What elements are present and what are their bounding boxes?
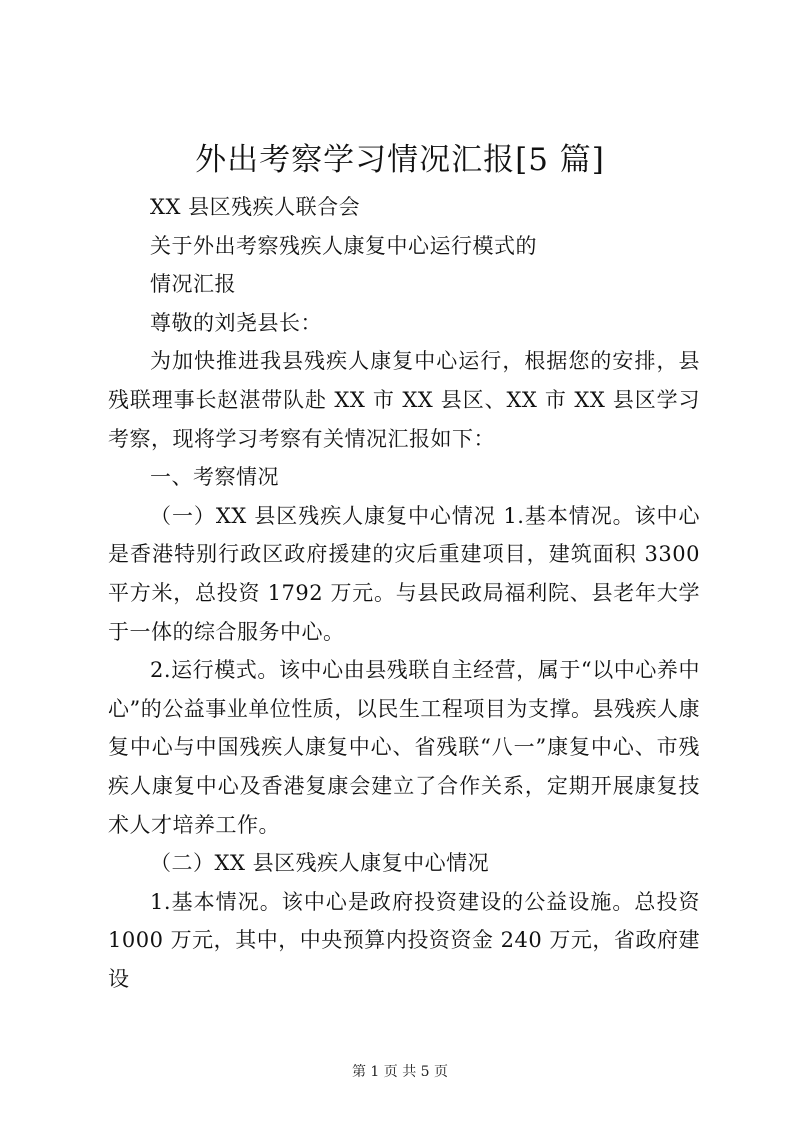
paragraph-intro: 为加快推进我县残疾人康复中心运行，根据您的安排，县残联理事长赵湛带队赴 XX 市 XX 县区、XX 市 XX 县区学习考察，现将学习考察有关情况汇报如下： (108, 349, 700, 451)
section-heading-1: 一、考察情况 (150, 465, 279, 490)
paragraph-org-name: XX 县区残疾人联合会 (150, 195, 361, 219)
document-title: 外出考察学习情况汇报[5 篇] (195, 142, 605, 178)
page-number: 第 1 页 共 5 页 (351, 1064, 449, 1080)
paragraph-center-b-basic: 1.基本情况。该中心是政府投资建设的公益设施。总投资 1000 万元，其中，中央预算内投资资金 240 万元，省政府建设 (108, 889, 700, 991)
paragraph-salutation: 尊敬的刘尧县长： (150, 310, 322, 335)
document-body (108, 188, 700, 998)
paragraph-subject-line: 关于外出考察残疾人康复中心运行模式的 (150, 233, 537, 258)
paragraph-center-a-operation: 2.运行模式。该中心由县残联自主经营，属于“以中心养中心”的公益事业单位性质，以民生工程项目为支撑。县残疾人康复中心与中国残疾人康复中心、省残联“八一”康复中心、市残疾人康复中心及香港复康会建立了合作关系，定期开展康复技术人才培养工作。 (108, 658, 700, 837)
subsection-heading-2: （二）XX 县区残疾人康复中心情况 (150, 851, 490, 876)
paragraph-center-a-basic: （一）XX 县区残疾人康复中心情况 1.基本情况。该中心是香港特别行政区政府援建的灾后重建项目，建筑面积 3300 平方米，总投资 1792 万元。与县民政局福利院、县老年大学于一体的综合服务中心。 (108, 503, 700, 644)
paragraph-subject-line-2: 情况汇报 (150, 272, 236, 297)
